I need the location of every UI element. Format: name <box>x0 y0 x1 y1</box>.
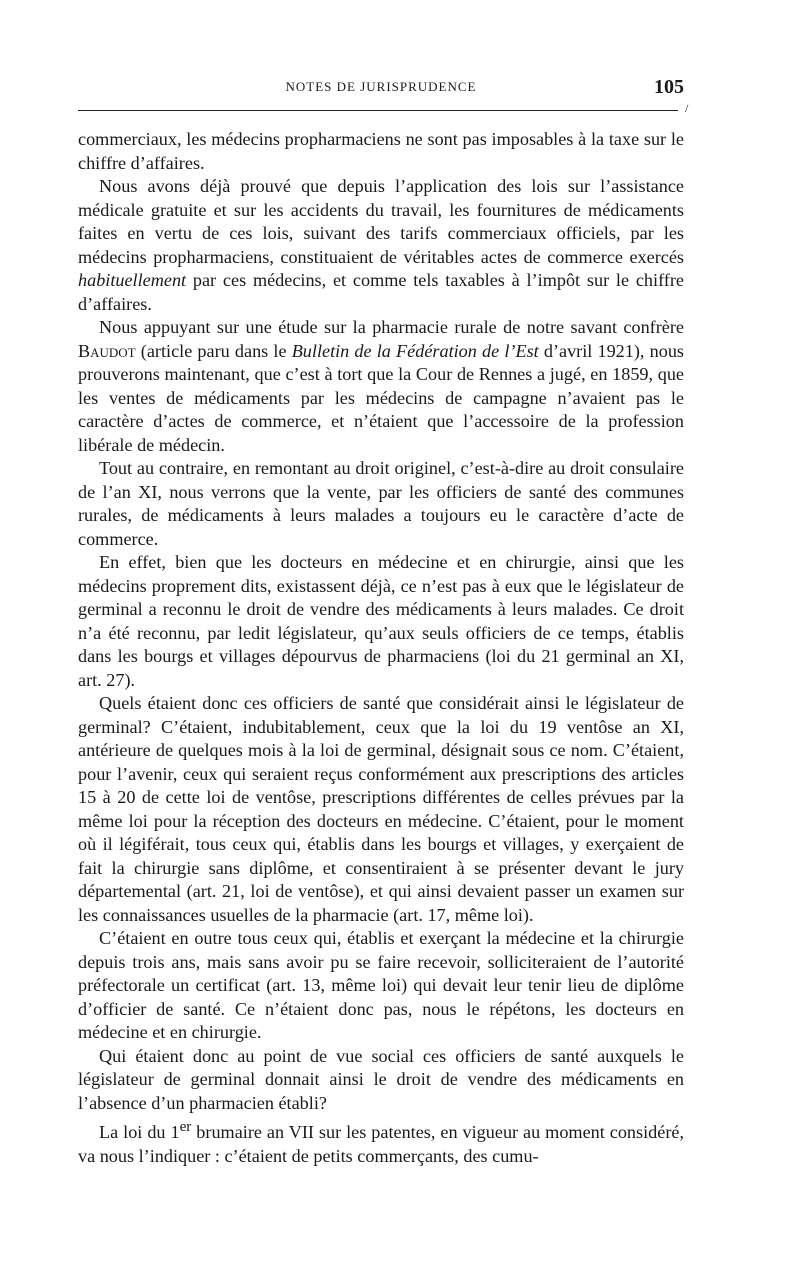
emphasis-text: habituellement <box>78 270 187 290</box>
header-rule <box>78 110 678 111</box>
paragraph-text: En effet, bien que les docteurs en médecine et en chirurgie, ainsi que les médecins proprement dits, existassent déjà, ce n’est pas à eux que le législateur de germinal a reconnu le droit de vendre des médicaments à leurs malades. Ce droit n’a été reconnu, par ledit législateur, qu’aux seuls officiers de ce temps, établis dans les bourgs et villages dépourvus de pharmaciens (loi du 21 germinal an XI, art. 27). <box>78 552 684 690</box>
paragraph-text: Tout au contraire, en remontant au droit originel, c’est-à-dire au droit consulaire de l’an XI, nous verrons que la vente, par les officiers de santé des communes rurales, de médicaments à leurs malades a toujours eu le caractère d’acte de commerce. <box>78 458 684 549</box>
paragraph-text: Nous avons déjà prouvé que depuis l’application des lois sur l’assistance médicale gratuite et sur les accidents du travail, les fournitures de médicaments faites en vertu de ces lois, suivant des tarifs commerciaux officiels, par les médecins propharmaciens, constituaient de véritables actes de commerce exercés <box>78 176 684 267</box>
corner-mark: / <box>685 101 689 115</box>
paragraph-1 <box>78 128 684 175</box>
paragraph-9 <box>78 1115 684 1168</box>
paragraph-text: d’avril 1921), nous prouverons maintenant, que c’est à tort que la Cour de Rennes a jugé, en 1859, que les ventes de médicaments par les médecins de campagne n’avaient pas le caractère d’actes de commerce, et n’étaient que l’accessoire de la profession libérale de médecin. <box>78 340 684 455</box>
paragraph-text: La loi du 1 <box>99 1122 180 1143</box>
paragraph-8 <box>78 1045 684 1116</box>
paragraph-text: Nous appuyant sur une étude sur la pharmacie rurale de notre savant confrère <box>99 317 684 337</box>
paragraph-3 <box>78 316 684 457</box>
superscript: er <box>179 1118 192 1135</box>
paragraph-5 <box>78 551 684 692</box>
paragraph-4 <box>78 457 684 551</box>
paragraph-text: par ces médecins, et comme tels taxables à l’impôt sur le chiffre d’affaires. <box>78 270 684 314</box>
page-header <box>78 76 684 100</box>
paragraph-2 <box>78 175 684 316</box>
publication-title: Bulletin de la Fédération de l’Est <box>291 340 539 361</box>
paragraph-6 <box>78 692 684 927</box>
paragraph-7 <box>78 927 684 1045</box>
paragraph-text: (article paru dans le <box>135 340 292 361</box>
page-number: 105 <box>654 76 684 98</box>
running-title: NOTES DE JURISPRUDENCE <box>285 79 477 94</box>
paragraph-text: brumaire an VII sur les patentes, en vigueur au moment considéré, va nous l’indiquer : c’étaient de petits commerçants, des cumu- <box>78 1122 684 1166</box>
author-name: Baudot <box>78 340 136 361</box>
paragraph-text: Quels étaient donc ces officiers de santé que considérait ainsi le législateur de germinal? C’étaient, indubitablement, ceux que la loi du 19 ventôse an XI, antérieure de quelques mois à la loi de germinal, désignait sous ce nom. C’étaient, pour l’avenir, ceux qui seraient reçus conformément aux prescriptions des articles 15 à 20 de cette loi de ventôse, prescriptions différentes de celles prévues par la même loi pour la réception des docteurs en médecine. C’étaient, pour le moment où il légiférait, tous ceux qui, établis dans les bourgs et villages, y exerçaient de fait la chirurgie sans diplôme, et consentiraient à se présenter devant le jury départemental (art. 21, loi de ventôse), et qui ainsi devaient passer un examen sur les connaissances usuelles de la pharmacie (art. 17, même loi). <box>78 693 684 925</box>
paragraph-text: C’étaient en outre tous ceux qui, établis et exerçant la médecine et la chirurgie depuis trois ans, mais sans avoir pu se faire recevoir, solliciteraient de l’autorité préfectorale un certificat (art. 13, même loi) qui devait leur tenir lieu de diplôme d’officier de santé. Ce n’étaient donc pas, nous le répétons, les docteurs en médecine et en chirurgie. <box>78 928 684 1042</box>
body-text <box>78 128 684 1168</box>
paragraph-text: Qui étaient donc au point de vue social ces officiers de santé auxquels le législateur de germinal donnait ainsi le droit de vendre des médicaments en l’absence d’un pharmacien établi? <box>78 1045 684 1113</box>
paragraph-text: commerciaux, les médecins propharmaciens ne sont pas imposables à la taxe sur le chiffre d’affaires. <box>78 129 684 173</box>
